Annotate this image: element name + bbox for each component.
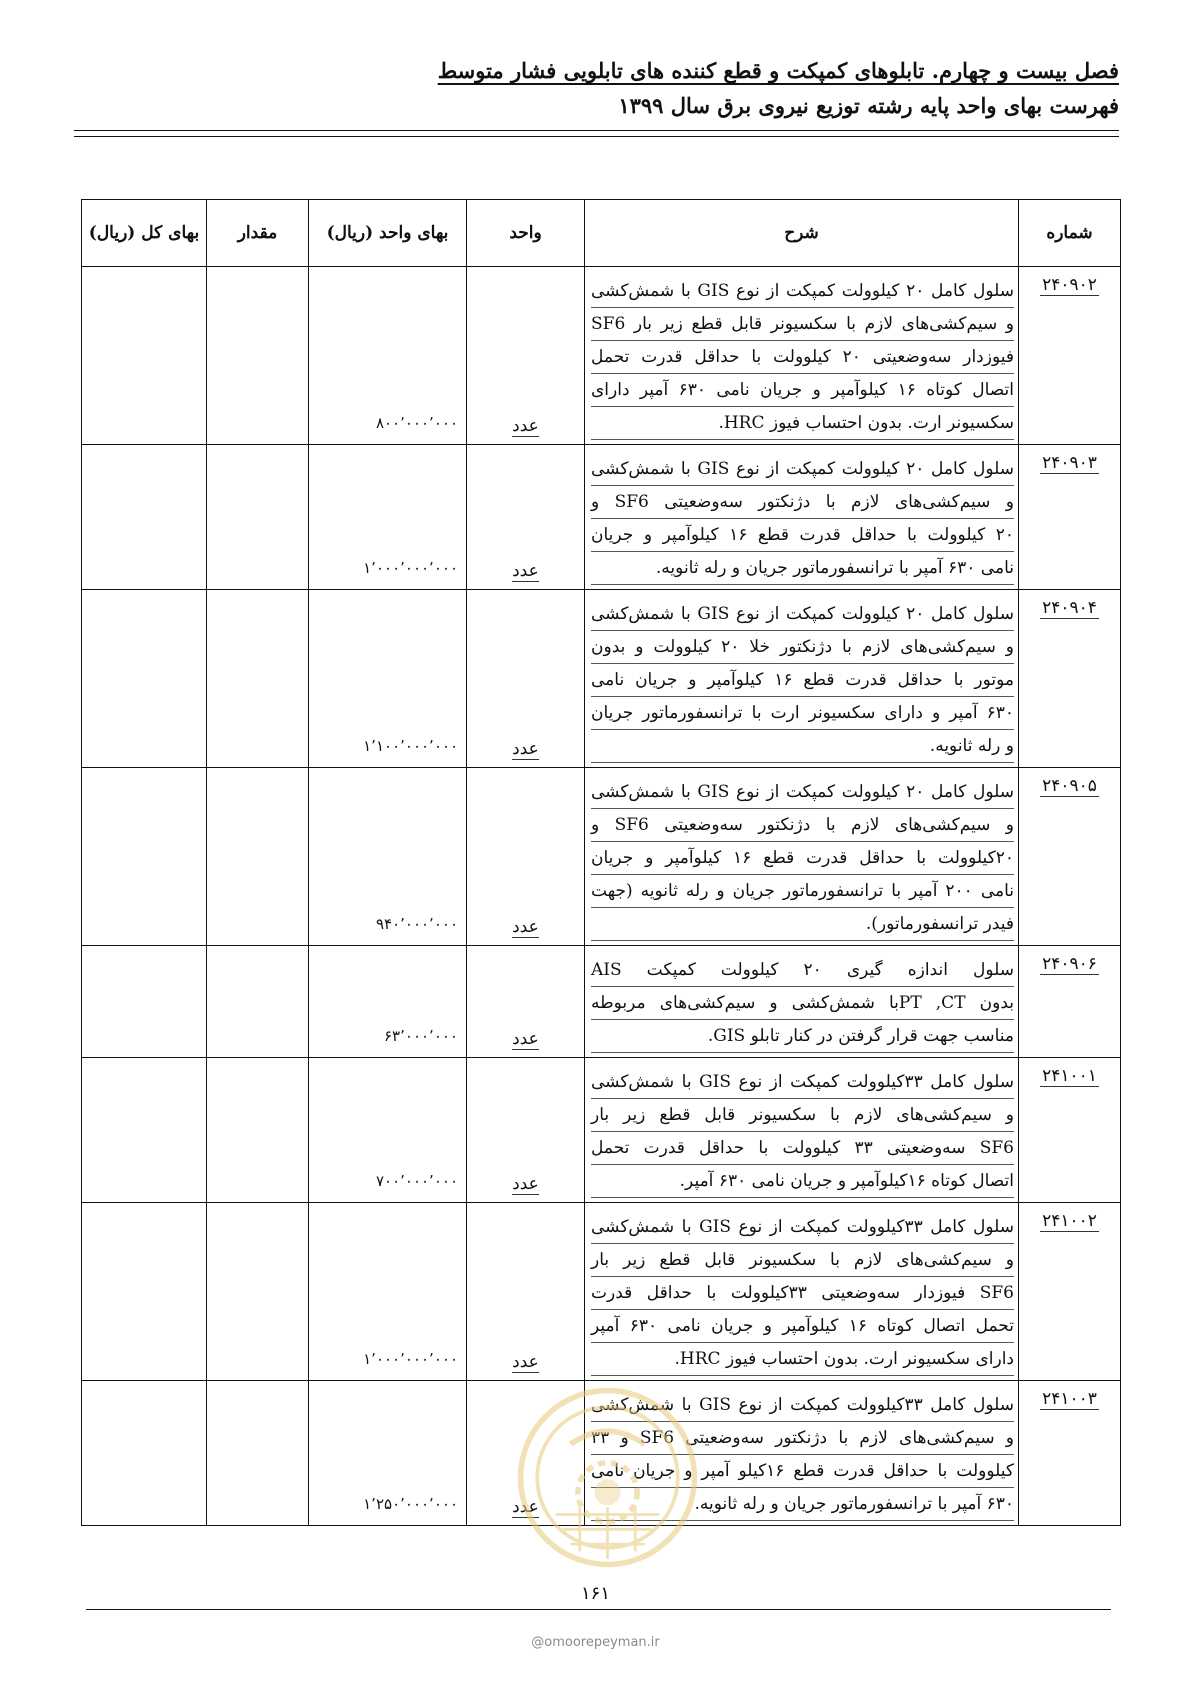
item-unit [467,946,585,1058]
description-line: سلول کامل ۳۳کیلوولت کمپکت از نوع GIS با شمش‌کشی [591,1211,1014,1244]
item-number [1019,445,1121,590]
item-quantity [207,1381,309,1526]
description-line: و رله ثانویه. [591,730,1014,763]
item-unit-price: ۶۳٬۰۰۰٬۰۰۰ [309,946,467,1058]
description-line: و سیم‌کشی‌های لازم با دژنکتور سه‌وضعیتی SF6 و [591,486,1014,519]
col-header-number: شماره [1019,200,1121,267]
item-number [1019,768,1121,946]
item-number [1019,1381,1121,1526]
description-line: و سیم‌کشی‌های لازم با سکسیونر قابل قطع زیر بار SF6 [591,308,1014,341]
item-unit [467,768,585,946]
description-line: اتصال کوتاه ۱۶ کیلوآمپر و جریان نامی ۶۳۰ آمپر دارای [591,374,1014,407]
item-unit [467,445,585,590]
item-total-price [82,768,207,946]
col-header-description: شرح [585,200,1019,267]
item-unit-price: ۱٬۲۵۰٬۰۰۰٬۰۰۰ [309,1381,467,1526]
col-header-total-price: بهای کل (ریال) [82,200,207,267]
watermark-seal-icon [515,1385,700,1570]
description-line: سلول اندازه گیری ۲۰ کیلوولت کمپکت AIS [591,954,1014,987]
watermark-site: @omoorepeyman.ir [531,1635,660,1650]
item-description [585,1203,1019,1381]
item-quantity [207,445,309,590]
price-table [81,199,1121,1526]
item-quantity [207,1203,309,1381]
description-line: اتصال کوتاه ۱۶کیلوآمپر و جریان نامی ۶۳۰ آمپر. [591,1165,1014,1198]
description-line: فیدر ترانسفورماتور). [591,908,1014,941]
description-line: مناسب جهت قرار گرفتن در کنار تابلو GIS. [591,1020,1014,1053]
description-line: SF6 سه‌وضعیتی ۳۳ کیلوولت با حداقل قدرت تحمل [591,1132,1014,1165]
page-number: ۱۶۱ [580,1583,610,1604]
item-unit-text: عدد [512,561,539,581]
item-number [1019,946,1121,1058]
item-number [1019,1058,1121,1203]
header-rule-top [74,130,1119,131]
footer-rule [86,1609,1111,1610]
description-line: سلول کامل ۲۰ کیلوولت کمپکت از نوع GIS با شمش‌کشی [591,598,1014,631]
description-line: سلول کامل ۲۰ کیلوولت کمپکت از نوع GIS با شمش‌کشی [591,776,1014,809]
table-header-row [82,200,1121,267]
item-quantity [207,946,309,1058]
table-row [82,946,1121,1058]
item-number-text: ۲۴۰۹۰۶ [1042,954,1097,974]
description-line: نامی ۶۳۰ آمپر با ترانسفورماتور جریان و رله ثانویه. [591,552,1014,585]
item-unit-text: عدد [512,1174,539,1194]
item-quantity [207,267,309,445]
header-rule-bottom [74,136,1119,137]
item-number-text: ۲۴۰۹۰۳ [1042,453,1097,473]
item-unit [467,1058,585,1203]
description-line: و سیم‌کشی‌های لازم با دژنکتور خلا ۲۰ کیلوولت و بدون [591,631,1014,664]
item-unit-price: ۱٬۱۰۰٬۰۰۰٬۰۰۰ [309,590,467,768]
description-line: تحمل اتصال کوتاه ۱۶ کیلوآمپر و جریان نامی ۶۳۰ آمپر [591,1310,1014,1343]
description-line: ۶۳۰ آمپر و دارای سکسیونر ارت با ترانسفورماتور جریان [591,697,1014,730]
item-total-price [82,267,207,445]
table-row [82,590,1121,768]
description-line: دارای سکسیونر ارت. بدون احتساب فیوز HRC. [591,1343,1014,1376]
description-line: سلول کامل ۲۰ کیلوولت کمپکت از نوع GIS با شمش‌کشی [591,275,1014,308]
item-unit-text: عدد [512,1497,539,1517]
item-total-price [82,946,207,1058]
item-number-text: ۲۴۱۰۰۲ [1042,1211,1097,1231]
item-total-price [82,590,207,768]
price-list-title: فهرست بهای واحد پایه رشته توزیع نیروی برق سال ۱۳۹۹ [618,93,1119,118]
chapter-title: فصل بیست و چهارم. تابلوهای کمپکت و قطع کننده های تابلویی فشار متوسط [437,58,1119,83]
item-unit-price: ۸۰۰٬۰۰۰٬۰۰۰ [309,267,467,445]
item-total-price [82,1381,207,1526]
item-description [585,590,1019,768]
item-quantity [207,768,309,946]
item-number [1019,590,1121,768]
item-total-price [82,1203,207,1381]
item-description [585,768,1019,946]
item-description [585,267,1019,445]
table-row [82,1058,1121,1203]
item-quantity [207,1058,309,1203]
description-line: و سیم‌کشی‌های لازم با دژنکتور سه‌وضعیتی SF6 و ۳۳ [591,1422,1014,1455]
description-line: ۶۳۰ آمپر با ترانسفورماتور جریان و رله ثانویه. [591,1488,1014,1521]
col-header-quantity: مقدار [207,200,309,267]
item-unit [467,590,585,768]
col-header-unit-price: بهای واحد (ریال) [309,200,467,267]
item-number-text: ۲۴۰۹۰۲ [1042,275,1097,295]
item-number [1019,267,1121,445]
description-line: و سیم‌کشی‌های لازم با سکسیونر قابل قطع زیر بار [591,1099,1014,1132]
table-row [82,445,1121,590]
description-line: موتور با حداقل قدرت قطع ۱۶ کیلوآمپر و جریان نامی [591,664,1014,697]
description-line: کیلوولت با حداقل قدرت قطع ۱۶کیلو آمپر و جریان نامی [591,1455,1014,1488]
col-header-unit: واحد [467,200,585,267]
item-number [1019,1203,1121,1381]
item-unit-text: عدد [512,739,539,759]
item-unit-price: ۷۰۰٬۰۰۰٬۰۰۰ [309,1058,467,1203]
table-row [82,1203,1121,1381]
description-line: SF6 فیوزدار سه‌وضعیتی ۳۳کیلوولت با حداقل قدرت [591,1277,1014,1310]
item-description [585,445,1019,590]
page-header [69,58,1119,118]
description-line: و سیم‌کشی‌های لازم با دژنکتور سه‌وضعیتی SF6 و [591,809,1014,842]
item-number-text: ۲۴۱۰۰۱ [1042,1066,1097,1086]
description-line: سلول کامل ۳۳کیلوولت کمپکت از نوع GIS با شمش‌کشی [591,1389,1014,1422]
description-line: بدون PT ,CTبا شمش‌کشی و سیم‌کشی‌های مربوطه [591,987,1014,1020]
item-number-text: ۲۴۰۹۰۴ [1042,598,1097,618]
item-total-price [82,445,207,590]
description-line: و سیم‌کشی‌های لازم با سکسیونر قابل قطع زیر بار [591,1244,1014,1277]
description-line: سلول کامل ۳۳کیلوولت کمپکت از نوع GIS با شمش‌کشی [591,1066,1014,1099]
description-line: سکسیونر ارت. بدون احتساب فیوز HRC. [591,407,1014,440]
item-unit-price: ۹۴۰٬۰۰۰٬۰۰۰ [309,768,467,946]
item-description [585,946,1019,1058]
description-line: ۲۰کیلوولت با حداقل قدرت قطع ۱۶ کیلوآمپر و جریان [591,842,1014,875]
table-row [82,267,1121,445]
item-description [585,1058,1019,1203]
item-unit-text: عدد [512,416,539,436]
item-unit-price: ۱٬۰۰۰٬۰۰۰٬۰۰۰ [309,1203,467,1381]
item-unit-price: ۱٬۰۰۰٬۰۰۰٬۰۰۰ [309,445,467,590]
description-line: نامی ۲۰۰ آمپر با ترانسفورماتور جریان و رله ثانویه (جهت [591,875,1014,908]
item-unit [467,1203,585,1381]
item-unit-text: عدد [512,1352,539,1372]
item-unit [467,267,585,445]
table-row [82,768,1121,946]
item-number-text: ۲۴۱۰۰۳ [1042,1389,1097,1409]
item-total-price [82,1058,207,1203]
description-line: ۲۰ کیلوولت با حداقل قدرت قطع ۱۶ کیلوآمپر و جریان [591,519,1014,552]
description-line: فیوزدار سه‌وضعیتی ۲۰ کیلوولت با حداقل قدرت تحمل [591,341,1014,374]
item-quantity [207,590,309,768]
item-unit-text: عدد [512,917,539,937]
item-number-text: ۲۴۰۹۰۵ [1042,776,1097,796]
item-unit-text: عدد [512,1029,539,1049]
description-line: سلول کامل ۲۰ کیلوولت کمپکت از نوع GIS با شمش‌کشی [591,453,1014,486]
